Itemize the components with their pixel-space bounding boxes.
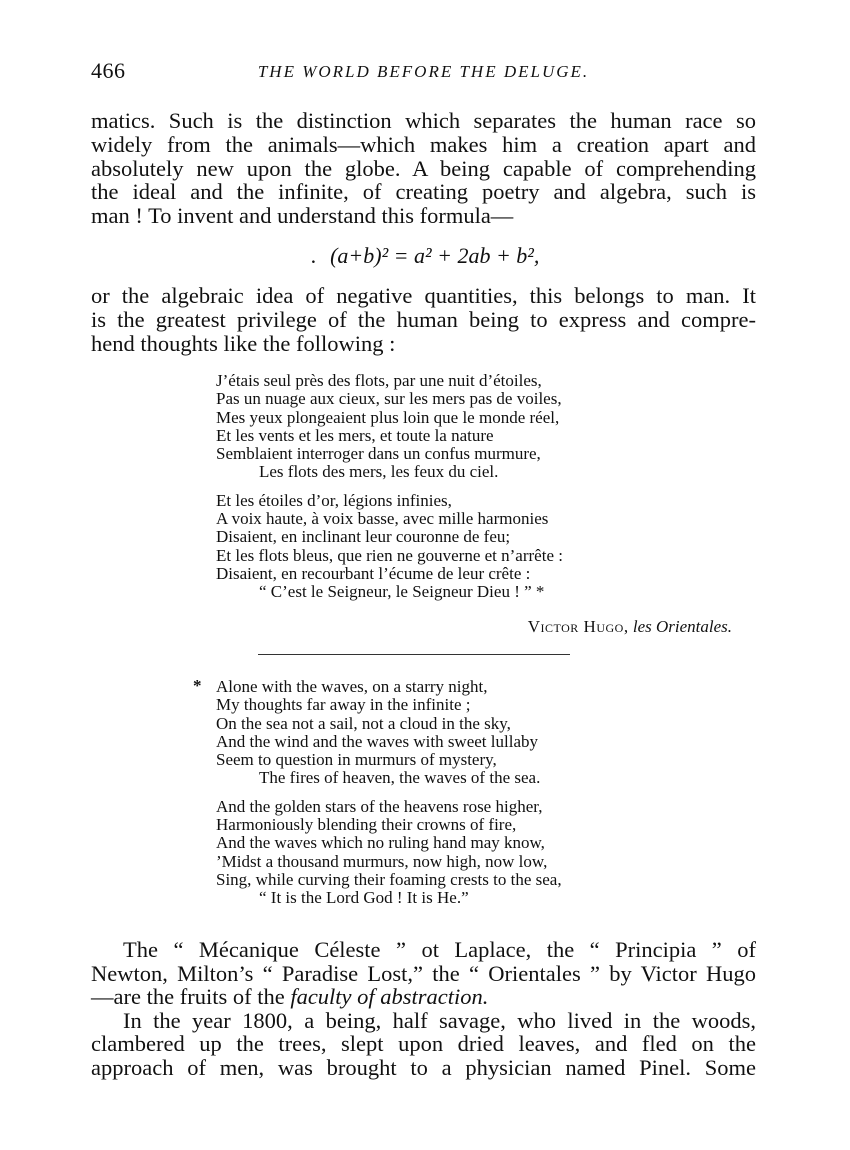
text-line: absolutely new upon the globe. A being capable of comprehending <box>91 155 756 181</box>
poem-line: On the sea not a sail, not a cloud in the sky, <box>216 713 511 733</box>
text-line: matics. Such is the distinction which separates the human race so <box>91 108 756 133</box>
text-line: In the year 1800, a being, half savage, who lived in the woods, <box>123 1007 756 1033</box>
poem-line: And the golden stars of the heavens rose higher, <box>216 796 543 816</box>
text-line: man ! To invent and understand this formula— <box>91 203 514 229</box>
poem-line: Pas un nuage aux cieux, sur les mers pas de voiles, <box>216 389 562 409</box>
algebra-formula: . (a+b)² = a² + 2ab + b², <box>310 243 540 268</box>
poem-line: And the waves which no ruling hand may know, <box>216 833 545 853</box>
footnote-translation <box>216 678 756 908</box>
text-line: Newton, Milton’s “ Paradise Lost,” the “ Orientales ” by Victor Hugo <box>91 960 756 986</box>
paragraph-4 <box>91 1009 756 1080</box>
poem-line: Harmoniously blending their crowns of fire, <box>216 815 517 835</box>
poem-line: Et les flots bleus, que rien ne gouverne et n’arrête : <box>216 545 563 565</box>
poem-line: The fires of heaven, the waves of the sea. <box>259 768 541 788</box>
closing-paragraphs <box>91 938 756 1079</box>
formula-text: (a+b)² = a² + 2ab + b², <box>330 243 540 268</box>
page-header <box>91 58 756 92</box>
poem-line: Seem to question in murmurs of mystery, <box>216 750 497 770</box>
text-line: The “ Mécanique Céleste ” ot Laplace, the “ Principia ” of <box>123 937 756 962</box>
text-line: clambered up the trees, slept upon dried leaves, and fled on the <box>91 1031 756 1056</box>
french-poem <box>216 372 756 602</box>
attribution-author: Victor Hugo, <box>527 617 629 636</box>
text-fragment: —are the fruits of the <box>91 984 285 1009</box>
attribution-work: les Orientales. <box>632 617 732 636</box>
poem-line: Disaient, en inclinant leur couronne de feu; <box>216 527 511 547</box>
text-line <box>91 985 756 1009</box>
poem-line: “ It is the Lord God ! It is He.” <box>259 888 469 908</box>
text-line: is the greatest privilege of the human being to express and compre- <box>91 306 756 332</box>
poem-line: “ C’est le Seigneur, le Seigneur Dieu ! ” * <box>259 582 545 602</box>
poem-line: My thoughts far away in the infinite ; <box>216 695 471 715</box>
poem-line: Et les vents et les mers, et toute la nature <box>216 425 494 445</box>
text-line: approach of men, was brought to a physician named Pinel. Some <box>91 1054 756 1080</box>
poem-line: Mes yeux plongeaient plus loin que le monde réel, <box>216 407 560 427</box>
poem-line: And the wind and the waves with sweet lullaby <box>216 731 538 751</box>
italic-phrase: faculty of abstraction. <box>290 984 489 1009</box>
text-line: hend thoughts like the following : <box>91 330 396 356</box>
poem-line: Semblaient interroger dans un confus murmure, <box>216 444 541 464</box>
footnote-divider <box>258 654 570 655</box>
paragraph-1 <box>91 109 756 228</box>
poem-line: Sing, while curving their foaming crests to the sea, <box>216 869 562 889</box>
poem-line: Et les étoiles d’or, légions infinies, <box>216 490 452 510</box>
paragraph-3 <box>91 938 756 1009</box>
poem-line: J’étais seul près des flots, par une nuit d’étoiles, <box>216 371 542 390</box>
page-number: 466 <box>91 58 126 83</box>
poem-line: ’Midst a thousand murmurs, now high, now low, <box>216 851 548 871</box>
running-head: THE WORLD BEFORE THE DELUGE. <box>257 62 590 81</box>
poem-line: Les flots des mers, les feux du ciel. <box>259 462 499 482</box>
poem-line: Disaient, en recourbant l’écume de leur crête : <box>216 563 531 583</box>
text-line: or the algebraic idea of negative quantities, this belongs to man. It <box>91 283 756 308</box>
poem-line: A voix haute, à voix basse, avec mille harmonies <box>216 509 549 529</box>
paragraph-2 <box>91 284 756 355</box>
poem-attribution <box>216 617 732 637</box>
footnote-marker: * <box>193 676 202 695</box>
poem-line: Alone with the waves, on a starry night, <box>216 677 488 696</box>
text-line: the ideal and the infinite, of creating poetry and algebra, such is <box>91 179 756 205</box>
text-line: widely from the animals—which makes him a creation apart and <box>91 131 756 157</box>
